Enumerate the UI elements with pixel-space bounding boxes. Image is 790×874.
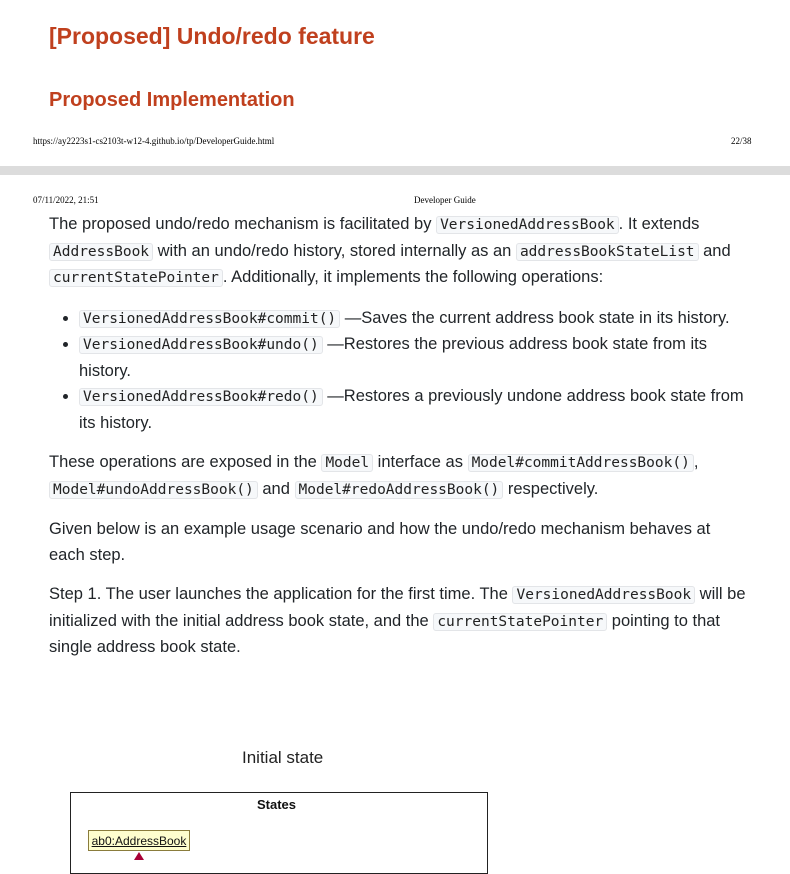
footer-url: https://ay2223s1-cs2103t-w12-4.github.io/tp/DeveloperGuide.html: [33, 136, 275, 146]
operations-list: [49, 306, 749, 437]
paragraph-step1: [49, 582, 749, 661]
code-versioned-address-book: VersionedAddressBook: [512, 586, 695, 604]
list-item: [79, 384, 749, 436]
code-address-book: AddressBook: [49, 243, 153, 261]
code-state-list: addressBookStateList: [516, 243, 699, 261]
code-undo-address-book: Model#undoAddressBook(): [49, 481, 258, 499]
subsection-title: Proposed Implementation: [49, 89, 295, 111]
paragraph-intro: [49, 212, 749, 292]
code-redo: VersionedAddressBook#redo(): [79, 388, 323, 406]
footer-page-number: 22/38: [731, 136, 752, 146]
page-break: [0, 166, 790, 175]
text: respectively.: [503, 479, 599, 498]
code-undo: VersionedAddressBook#undo(): [79, 336, 323, 354]
header-title: Developer Guide: [414, 195, 476, 205]
paragraph-scenario: Given below is an example usage scenario and how the undo/redo mechanism behaves at each step.: [49, 520, 711, 564]
text: —Saves the current address book state in its history.: [340, 308, 730, 327]
text: The proposed undo/redo mechanism is facilitated by: [49, 215, 437, 233]
main-content: [49, 212, 749, 675]
text: Step 1. The user launches the application for the first time. The: [49, 585, 513, 603]
list-item: [79, 306, 749, 333]
paragraph-model: [49, 450, 749, 503]
diagram-title: Initial state: [242, 748, 324, 767]
code-state-pointer: currentStatePointer: [49, 269, 223, 287]
states-label: States: [257, 797, 297, 812]
code-redo-address-book: Model#redoAddressBook(): [295, 481, 504, 499]
code-commit-address-book: Model#commitAddressBook(): [468, 454, 694, 472]
code-commit: VersionedAddressBook#commit(): [79, 310, 340, 328]
text: . It extends: [618, 215, 700, 233]
text: interface as: [373, 453, 468, 471]
header-datetime: 07/11/2022, 21:51: [33, 195, 99, 205]
text: . Additionally, it implements the following operations:: [222, 268, 604, 286]
text: and: [698, 241, 731, 260]
text: These operations are exposed in the: [49, 453, 322, 471]
text: will be initialized with the initial address book state, and the: [49, 585, 746, 630]
list-item: [79, 332, 749, 384]
text: ,: [693, 453, 699, 471]
text: —Restores the previous address book state from its history.: [79, 335, 707, 380]
code-versioned-address-book: VersionedAddressBook: [436, 216, 619, 234]
address-book-object: ab0:AddressBook: [88, 830, 190, 851]
section-title: [Proposed] Undo/redo feature: [49, 23, 375, 49]
code-state-pointer: currentStatePointer: [433, 613, 607, 631]
text: pointing to that single address book state.: [49, 611, 721, 656]
text: and: [257, 479, 295, 498]
text: with an undo/redo history, stored internally as an: [153, 241, 516, 260]
code-model: Model: [321, 454, 373, 472]
text: —Restores a previously undone address book state from its history.: [79, 387, 744, 432]
